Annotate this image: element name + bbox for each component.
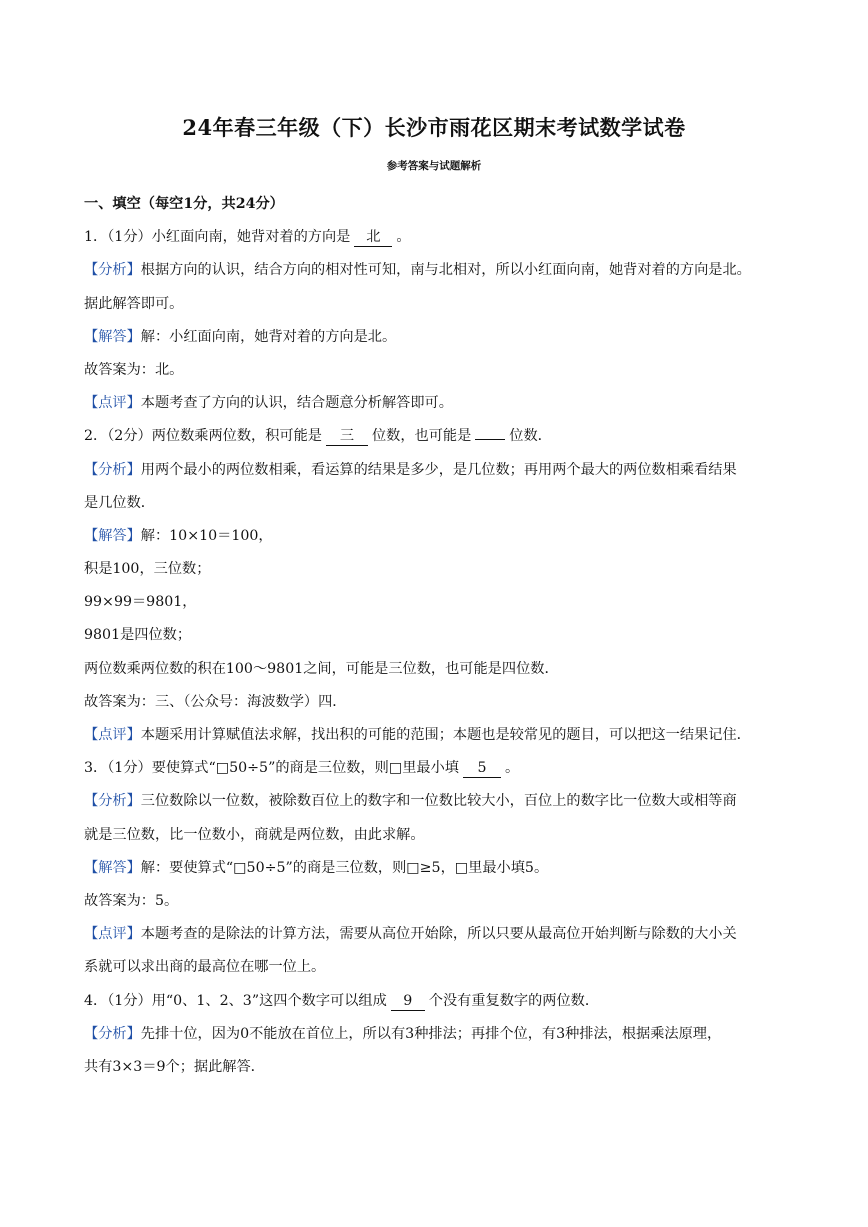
analysis-tag: 【分析】	[84, 262, 141, 279]
question-1-comment: 【点评】本题考查了方向的认识，结合题意分析解答即可。	[84, 395, 453, 412]
question-2-stem: 2．（2分）两位数乘两位数，积可能是 三 位数，也可能是 位数．	[84, 428, 552, 445]
document-body	[84, 188, 789, 1084]
answer-blank	[475, 439, 505, 440]
answer-tag: 【解答】	[84, 859, 141, 876]
answer-tag: 【解答】	[84, 328, 141, 345]
question-2-analysis: 【分析】用两个最小的两位数相乘，看运算的结果是多少，是几位数；再用两个最大的两位数相乘看结果	[84, 461, 737, 478]
question-2-line: 9801是四位数；	[84, 627, 192, 644]
question-2-analysis-cont: 是几位数．	[84, 494, 155, 511]
question-4-analysis: 【分析】先排十位，因为0不能放在首位上，所以有3种排法；再排个位，有3种排法，根据乘法原理，	[84, 1025, 722, 1042]
question-1-final: 故答案为：北。	[84, 361, 184, 378]
question-3-answer: 【解答】解：要使算式“□50÷5”的商是三位数，则□≥5，□里最小填5。	[84, 859, 549, 876]
question-1-analysis: 【分析】根据方向的认识，结合方向的相对性可知，南与北相对，所以小红面向南，她背对着的方向是北。	[84, 262, 751, 279]
question-3-analysis-cont: 就是三位数，比一位数小，商就是两位数，由此求解。	[84, 826, 425, 843]
question-2-answer: 【解答】解：10×10＝100，	[84, 527, 273, 544]
section-heading: 一、填空（每空1分，共24分）	[84, 196, 284, 212]
question-4-analysis-cont: 共有3×3＝9个；据此解答．	[84, 1058, 265, 1075]
page-title: 24年春三年级（下）长沙市雨花区期末考试数学试卷	[182, 115, 686, 140]
answer-blank: 9	[391, 992, 425, 1011]
page-subtitle: 参考答案与试题解析	[386, 160, 482, 172]
question-3-comment-cont: 系就可以求出商的最高位在哪一位上。	[84, 959, 326, 976]
analysis-tag: 【分析】	[84, 1025, 141, 1042]
question-2-line: 两位数乘两位数的积在100～9801之间，可能是三位数，也可能是四位数．	[84, 660, 559, 677]
question-2-final: 故答案为：三、（公众号：海波数学）四．	[84, 693, 347, 710]
answer-tag: 【解答】	[84, 527, 141, 544]
question-3-comment: 【点评】本题考查的是除法的计算方法，需要从高位开始除，所以只要从最高位开始判断与除数的大小关	[84, 926, 737, 943]
comment-tag: 【点评】	[84, 395, 141, 412]
question-3-analysis: 【分析】三位数除以一位数，被除数百位上的数字和一位数比较大小，百位上的数字比一位数大或相等商	[84, 793, 737, 810]
comment-tag: 【点评】	[84, 727, 141, 743]
question-3-final: 故答案为：5。	[84, 892, 179, 909]
question-1-stem: 1．（1分）小红面向南，她背对着的方向是 北 。	[84, 229, 411, 246]
comment-tag: 【点评】	[84, 926, 141, 943]
analysis-tag: 【分析】	[84, 461, 141, 478]
question-4-stem: 4．（1分）用“0、1、2、3”这四个数字可以组成 9 个没有重复数字的两位数．	[84, 992, 600, 1009]
question-2-equation: 99×99＝9801，	[84, 594, 197, 611]
question-2-comment: 【点评】本题采用计算赋值法求解，找出积的可能的范围；本题也是较常见的题目，可以把这一结果记住．	[84, 727, 751, 743]
answer-blank: 北	[354, 228, 392, 247]
answer-blank: 三	[326, 427, 368, 446]
analysis-tag: 【分析】	[84, 793, 141, 810]
question-3-stem: 3．（1分）要使算式“□50÷5”的商是三位数，则□里最小填 5 。	[84, 760, 520, 777]
question-2-line: 积是100，三位数；	[84, 561, 211, 578]
question-1-analysis-cont: 据此解答即可。	[84, 295, 184, 312]
answer-blank: 5	[463, 759, 501, 778]
question-1-answer: 【解答】解：小红面向南，她背对着的方向是北。	[84, 328, 397, 345]
